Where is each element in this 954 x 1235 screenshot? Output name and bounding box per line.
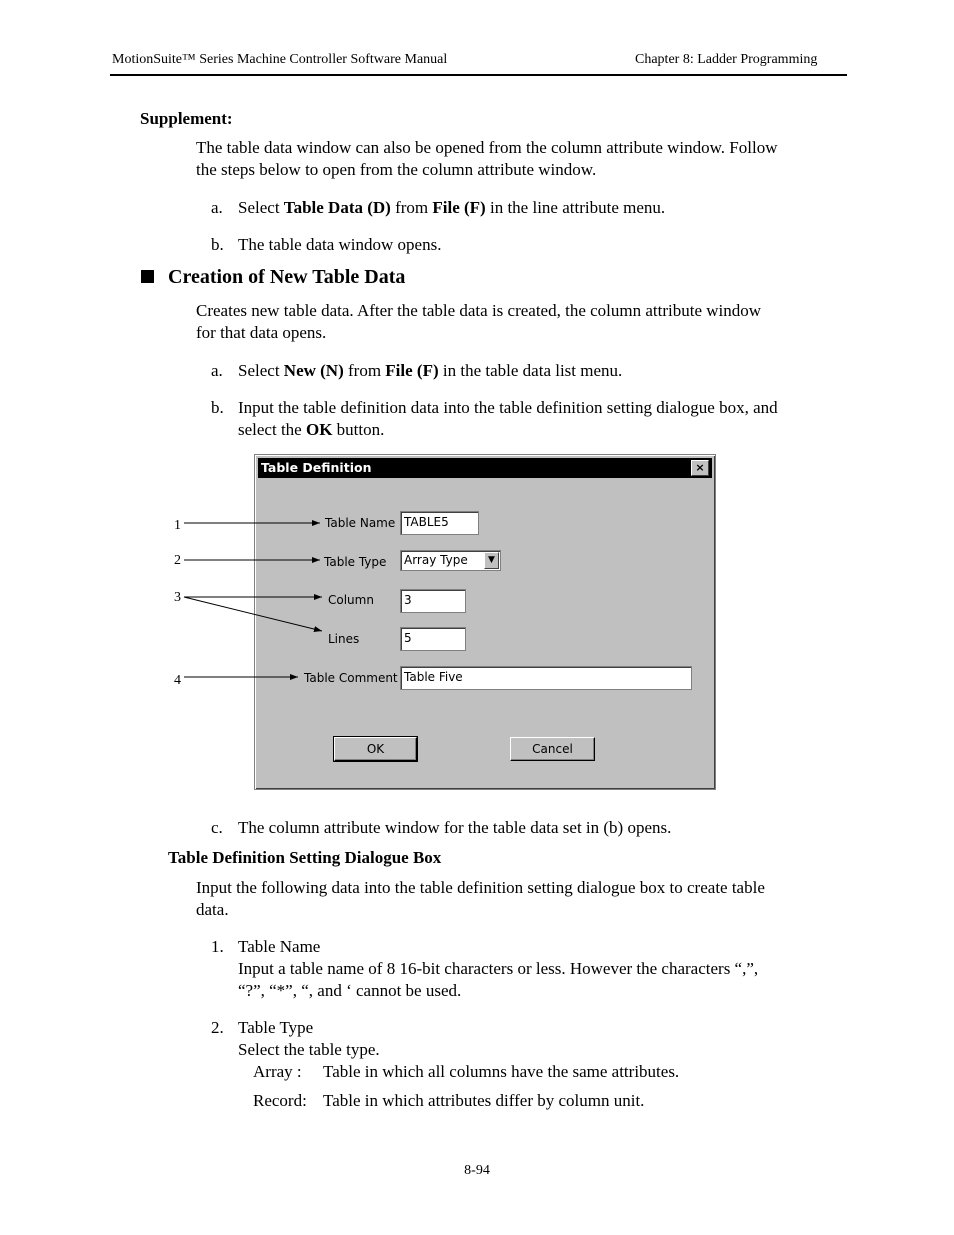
lines-label: Lines bbox=[328, 632, 360, 646]
creation-step-c: The column attribute window for the table data set in (b) opens. bbox=[238, 818, 672, 837]
creation-step-b-line1: Input the table definition data into the table definition setting dialogue box, and bbox=[238, 398, 778, 417]
tds-para-line2: data. bbox=[196, 900, 229, 919]
chevron-down-icon[interactable]: ▼ bbox=[484, 552, 499, 569]
ok-button[interactable]: OK bbox=[334, 737, 417, 761]
supplement-heading: Supplement: bbox=[140, 109, 233, 128]
supplement-step-a: Select Table Data (D) from File (F) in the line attribute menu. bbox=[238, 198, 666, 217]
header-title: MotionSuite™ Series Machine Controller Software Manual bbox=[112, 52, 448, 67]
column-label: Column bbox=[328, 593, 374, 607]
header-chapter: Chapter 8: Ladder Programming bbox=[635, 52, 818, 67]
item1-title: Table Name bbox=[238, 937, 321, 956]
item1-line1: Input a table name of 8 16-bit characters or less. However the characters “,”, bbox=[238, 959, 759, 978]
supplement-step-b: The table data window opens. bbox=[238, 235, 442, 254]
table-type-label: Table Type bbox=[324, 555, 387, 569]
callout-number: 4 bbox=[174, 673, 181, 688]
subsection-heading: Table Definition Setting Dialogue Box bbox=[168, 848, 442, 867]
step-marker: a. bbox=[211, 198, 223, 217]
step-marker: a. bbox=[211, 361, 223, 380]
dialog-title: Table Definition bbox=[261, 460, 372, 475]
table-name-input[interactable]: TABLE5 bbox=[400, 511, 479, 535]
item2-line1: Select the table type. bbox=[238, 1040, 380, 1059]
table-comment-label: Table Comment bbox=[304, 671, 398, 685]
array-desc: Table in which all columns have the same attributes. bbox=[323, 1062, 680, 1081]
section-heading: Creation of New Table Data bbox=[168, 266, 406, 288]
close-icon[interactable]: × bbox=[691, 460, 709, 476]
creation-para-line1: Creates new table data. After the table data is created, the column attribute window bbox=[196, 301, 762, 320]
step-marker: b. bbox=[211, 398, 224, 417]
tds-para-line1: Input the following data into the table definition setting dialogue box to create table bbox=[196, 878, 765, 897]
list-marker: 2. bbox=[211, 1018, 224, 1037]
cancel-button[interactable]: Cancel bbox=[510, 737, 595, 761]
list-marker: 1. bbox=[211, 937, 224, 956]
table-name-label: Table Name bbox=[325, 516, 396, 530]
record-key: Record: bbox=[253, 1091, 307, 1110]
callout-number: 2 bbox=[174, 553, 181, 568]
supplement-para-line2: the steps below to open from the column attribute window. bbox=[196, 160, 597, 179]
page-number: 8-94 bbox=[464, 1163, 490, 1178]
creation-step-a: Select New (N) from File (F) in the table data list menu. bbox=[238, 361, 623, 380]
array-key: Array : bbox=[253, 1062, 302, 1081]
step-marker: c. bbox=[211, 818, 223, 837]
callout-arrow-3b bbox=[184, 597, 322, 631]
supplement-para-line1: The table data window can also be opened from the column attribute window. Follow bbox=[196, 138, 778, 157]
record-desc: Table in which attributes differ by column unit. bbox=[323, 1091, 645, 1110]
column-input[interactable]: 3 bbox=[400, 589, 466, 613]
table-type-value: Array Type bbox=[404, 553, 468, 567]
step-marker: b. bbox=[211, 235, 224, 254]
item1-line2: “?”, “*”, “, and ‘ cannot be used. bbox=[238, 981, 462, 1000]
creation-para-line2: for that data opens. bbox=[196, 323, 327, 342]
table-comment-input[interactable]: Table Five bbox=[400, 666, 692, 690]
creation-step-b-line2: select the OK button. bbox=[238, 420, 385, 439]
callout-number: 3 bbox=[174, 590, 181, 605]
callout-number: 1 bbox=[174, 518, 181, 533]
lines-input[interactable]: 5 bbox=[400, 627, 466, 651]
item2-title: Table Type bbox=[238, 1018, 314, 1037]
